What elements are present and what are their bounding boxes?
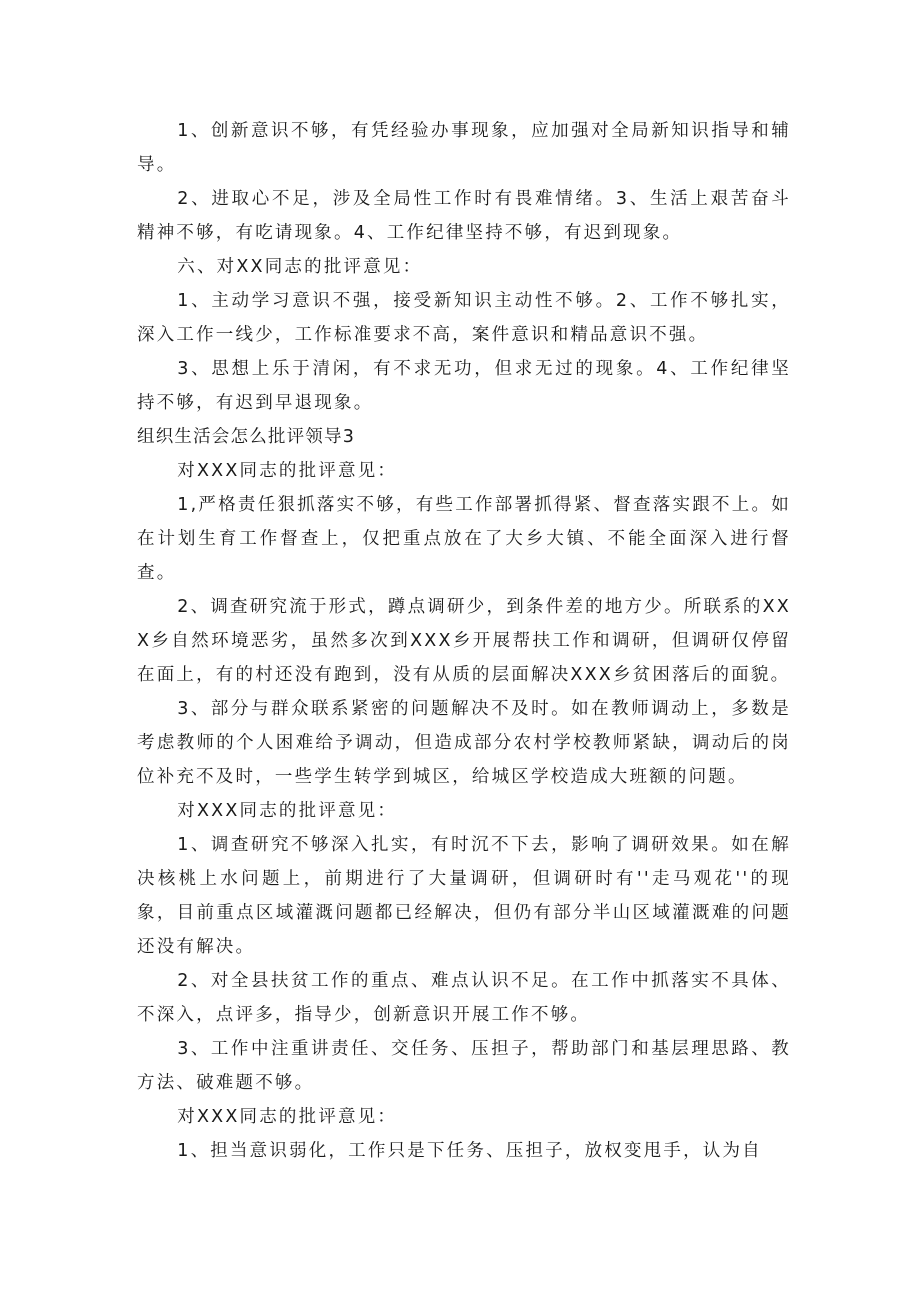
paragraph: 3、思想上乐于清闲，有不求无功，但求无过的现象。4、工作纪律坚持不够，有迟到早退现象。 [137, 359, 791, 413]
paragraph: 1,严格责任狠抓落实不够，有些工作部署抓得紧、督查落实跟不上。如在计划生育工作督查上，仅把重点放在了大乡大镇、不能全面深入进行督查。 [137, 495, 791, 583]
section-heading: 对XXX同志的批评意见： [177, 1107, 398, 1127]
document-body [137, 114, 791, 1168]
section-heading: 对XXX同志的批评意见： [177, 461, 398, 481]
paragraph: 1、调查研究不够深入扎实，有时沉不下去，影响了调研效果。如在解决核桃上水问题上，前期进行了大量调研，但调研时有''走马观花''的现象，目前重点区域灌溉问题都已经解决，但仍有部分半山区域灌溉难的问题还没有解决。 [137, 835, 791, 957]
paragraph: 1、创新意识不够，有凭经验办事现象，应加强对全局新知识指导和辅导。 [137, 121, 791, 175]
section-heading: 对XXX同志的批评意见： [177, 801, 398, 821]
document-title: 组织生活会怎么批评领导3 [137, 427, 356, 447]
paragraph: 1、主动学习意识不强，接受新知识主动性不够。2、工作不够扎实，深入工作一线少，工作标准要求不高，案件意识和精品意识不强。 [137, 291, 791, 345]
paragraph: 2、进取心不足，涉及全局性工作时有畏难情绪。3、生活上艰苦奋斗精神不够，有吃请现象。4、工作纪律坚持不够，有迟到现象。 [137, 189, 791, 243]
section-heading: 六、对XX同志的批评意见： [177, 257, 423, 277]
paragraph: 3、部分与群众联系紧密的问题解决不及时。如在教师调动上，多数是考虑教师的个人困难给予调动，但造成部分农村学校教师紧缺，调动后的岗位补充不及时，一些学生转学到城区，给城区学校造成大班额的问题。 [137, 699, 791, 787]
paragraph: 2、对全县扶贫工作的重点、难点认识不足。在工作中抓落实不具体、不深入，点评多，指导少，创新意识开展工作不够。 [137, 971, 791, 1025]
paragraph: 1、担当意识弱化，工作只是下任务、压担子，放权变甩手，认为自 [177, 1141, 762, 1161]
paragraph: 3、工作中注重讲责任、交任务、压担子，帮助部门和基层理思路、教方法、破难题不够。 [137, 1039, 791, 1093]
paragraph: 2、调查研究流于形式，蹲点调研少，到条件差的地方少。所联系的XXX乡自然环境恶劣，虽然多次到XXX乡开展帮扶工作和调研，但调研仅停留在面上，有的村还没有跑到，没有从质的层面解决XXX乡贫困落后的面貌。 [137, 597, 791, 685]
